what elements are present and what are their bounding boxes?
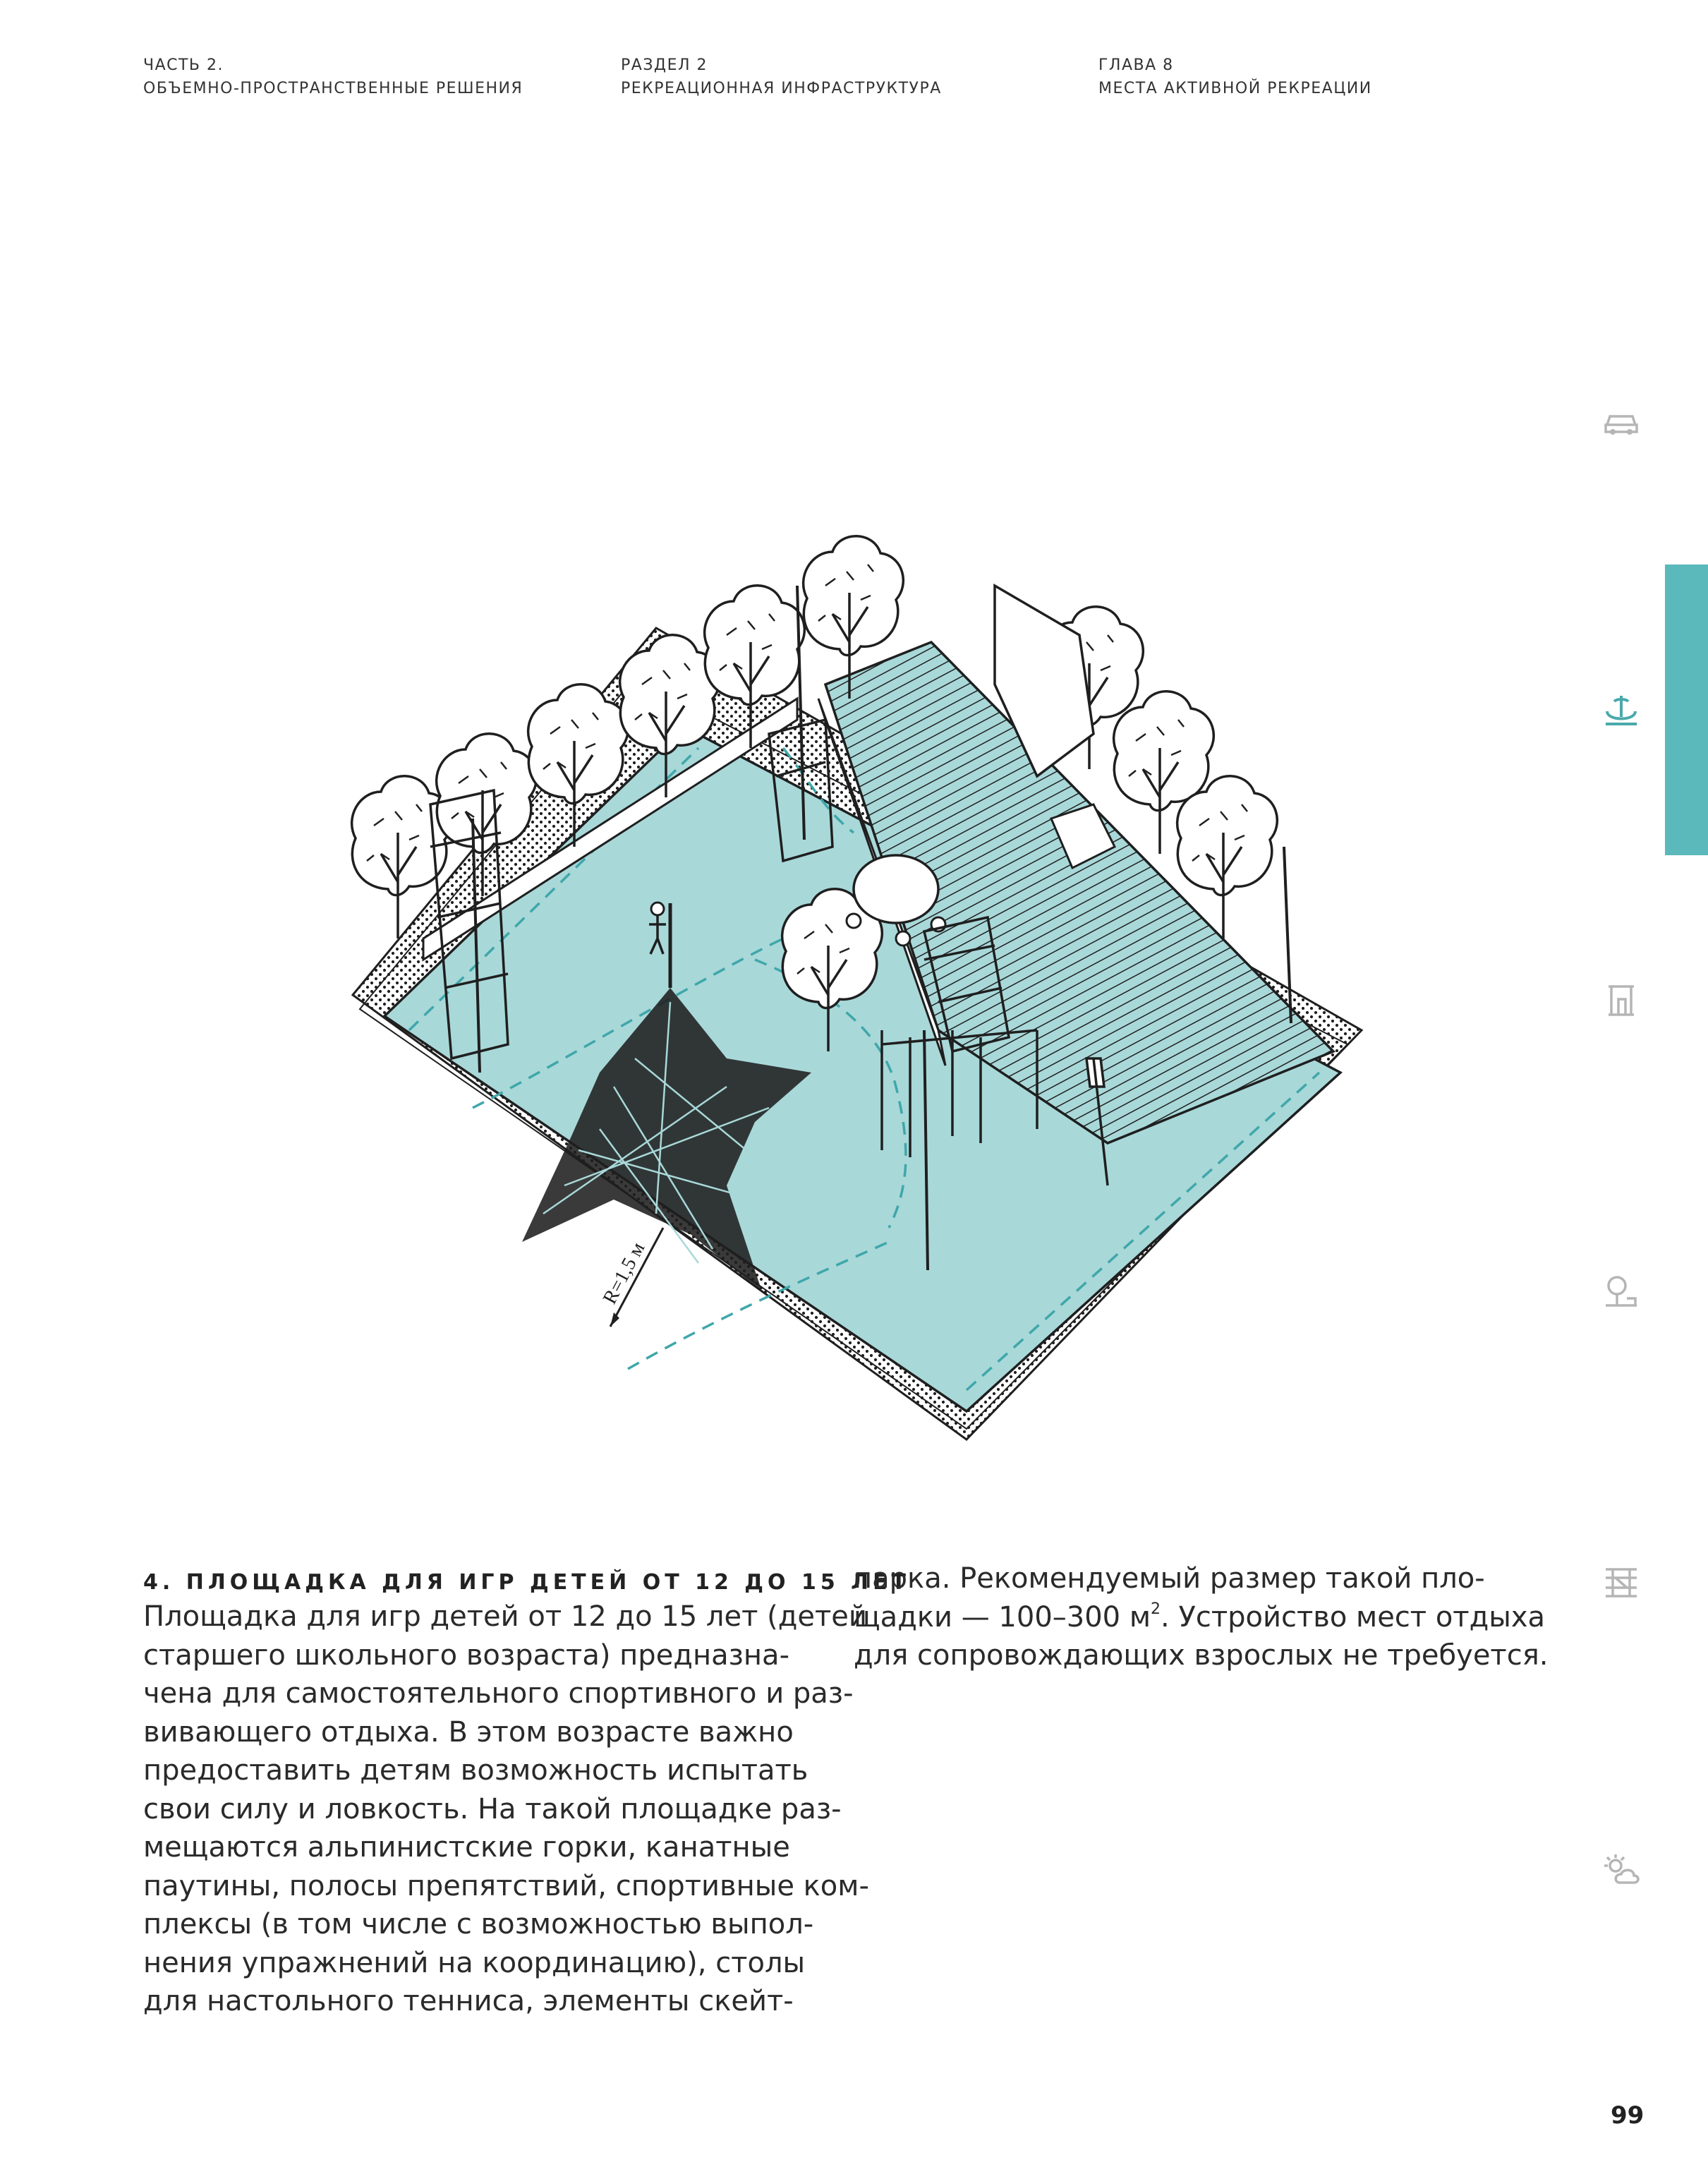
superscript: 2 (1151, 1600, 1161, 1618)
playground-illustration (332, 452, 1376, 1447)
text-line: для сопровождающих взрослых не требуется. (854, 1639, 1549, 1672)
header-part-title: ОБЪЕМНО-ПРОСТРАНСТВЕННЫЕ РЕШЕНИЯ (143, 80, 523, 97)
text-line (854, 1598, 1545, 1637)
text-line: плексы (в том числе с возможностью выпол- (143, 1908, 814, 1940)
text-line: предоставить детям возможность испытать (143, 1754, 808, 1787)
text-line: мещаются альпинистские горки, канатные (143, 1831, 790, 1864)
fountain-icon[interactable] (1601, 692, 1641, 731)
text-line: для настольного тенниса, элементы скейт- (143, 1985, 794, 2017)
header-section-title: РЕКРЕАЦИОННАЯ ИНФРАСТРУКТУРА (621, 80, 942, 97)
text-fragment: . Устройство мест отдыха (1161, 1600, 1546, 1634)
tree-icon[interactable] (1601, 1270, 1641, 1310)
text-column-2 (854, 1559, 1549, 1675)
text-line: вивающего отдыха. В этом возрасте важно (143, 1715, 794, 1749)
header-section-label: РАЗДЕЛ 2 (621, 56, 708, 74)
text-line: парка. Рекомендуемый размер такой пло- (854, 1562, 1485, 1595)
active-chapter-tab[interactable] (1665, 565, 1708, 855)
header-chapter (1098, 54, 1372, 100)
stairs-icon[interactable] (1601, 1561, 1641, 1600)
text-line: старшего школьного возраста) предназна- (143, 1638, 789, 1672)
text-line: нения упражнений на координацию), столы (143, 1946, 806, 1979)
radius-label: R=1,5 м (598, 1238, 650, 1308)
building-icon[interactable] (1601, 979, 1641, 1019)
header-chapter-title: МЕСТА АКТИВНОЙ РЕКРЕАЦИИ (1098, 80, 1372, 97)
section-title: 4. ПЛОЩАДКА ДЛЯ ИГР ДЕТЕЙ ОТ 12 ДО 15 ЛЕТ (143, 1570, 911, 1595)
header-chapter-label: ГЛАВА 8 (1098, 56, 1174, 74)
text-line: свои силу и ловкость. На такой площадке раз- (143, 1792, 842, 1825)
text-fragment: щадки — 100–300 м (854, 1600, 1151, 1634)
weather-icon[interactable] (1601, 1852, 1641, 1891)
header-part-label: ЧАСТЬ 2. (143, 56, 224, 74)
page-number: 99 (1611, 2101, 1645, 2130)
text-column-1 (143, 1598, 869, 2021)
text-line: Площадка для игр детей от 12 до 15 лет (детей (143, 1600, 867, 1633)
table-tennis (854, 855, 938, 923)
text-line: паутины, полосы препятствий, спортивные ком- (143, 1869, 869, 1902)
text-line: чена для самостоятельного спортивного и раз- (143, 1677, 854, 1710)
car-icon[interactable] (1601, 401, 1641, 440)
header-section (621, 54, 942, 100)
header-part (143, 54, 523, 100)
